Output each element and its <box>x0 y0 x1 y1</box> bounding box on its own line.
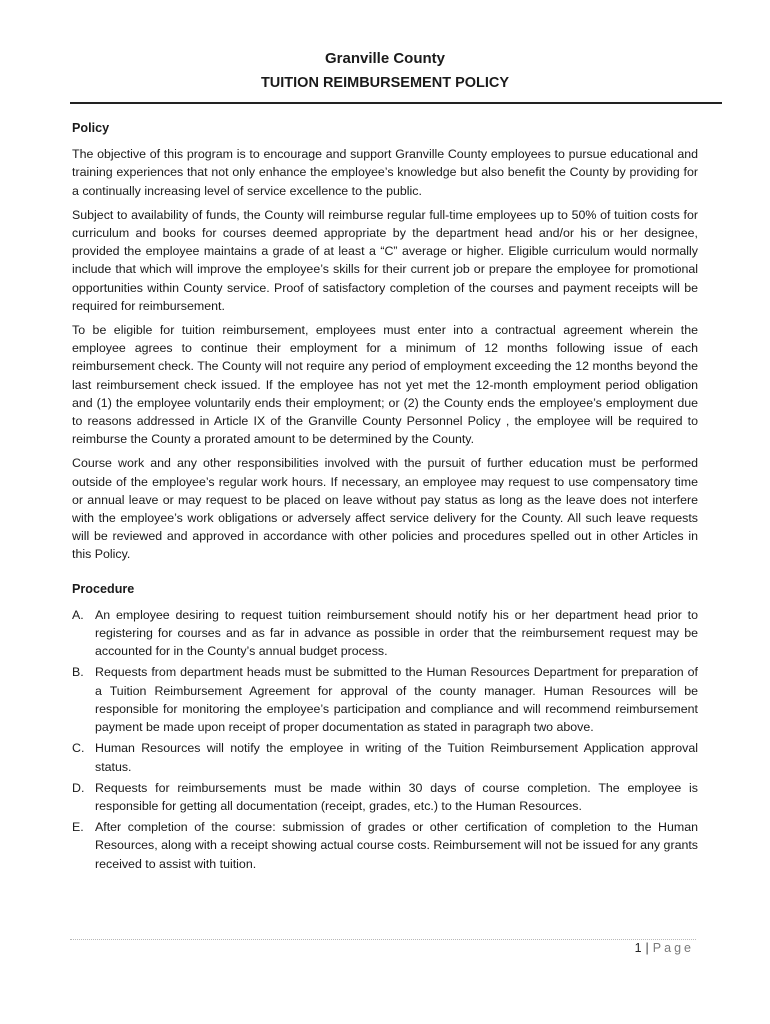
procedure-marker: A. <box>72 607 84 622</box>
footer-divider <box>70 939 696 940</box>
page-number: 1 <box>634 941 642 955</box>
procedure-item <box>72 739 698 775</box>
page-footer <box>635 941 694 955</box>
procedure-item <box>72 818 698 873</box>
procedure-text: Requests from department heads must be submitted to the Human Resources Department for preparation of a Tuition Reimbursement Agreement for approval of the county manager. Human Resources will be responsible for monitoring the employee’s participation and compliance and will recommend reimbursement payment be made upon receipt of proper documentation as stated in paragraph two above. <box>95 665 698 735</box>
procedure-text: Human Resources will notify the employee in writing of the Tuition Reimbursement Application approval status. <box>95 741 698 774</box>
procedure-marker: E. <box>72 820 84 835</box>
document-header <box>0 48 770 94</box>
procedure-heading: Procedure <box>72 581 135 596</box>
policy-heading: Policy <box>72 121 110 135</box>
procedure-item <box>72 779 698 815</box>
policy-paragraph: Subject to availability of funds, the County will reimburse regular full-time employees up to 50% of tuition costs for curriculum and books for courses deemed appropriate by the department head and/or his or her designee, provided the employee maintains a grade of at least a “C” average or higher. Eligible curriculum would normally include that which will improve the employee’s skills for their current job or prepare the employee for promotional opportunities within County service. Proof of satisfactory completion of the courses and payment receipts will be required for reimbursement. <box>72 207 698 313</box>
procedure-item <box>72 606 698 661</box>
header-divider <box>70 102 722 104</box>
procedure-marker: B. <box>72 665 84 680</box>
procedure-marker: D. <box>72 780 85 795</box>
procedure-item <box>72 663 698 736</box>
policy-paragraph: The objective of this program is to encourage and support Granville County employees to pursue educational and training experiences that not only enhance the employee’s knowledge but also benefit the County by providing for a continually increasing level of service excellence to the public. <box>72 147 698 198</box>
county-name: Granville County <box>324 50 446 67</box>
document-body <box>72 119 698 876</box>
procedure-list <box>72 606 698 873</box>
procedure-marker: C. <box>72 741 85 756</box>
page-separator: | <box>645 941 649 955</box>
procedure-text: After completion of the course: submission of grades or other certification of completion to the Human Resources, along with a receipt showing actual course costs. Reimbursement will not be issued for any grants received to assist with tuition. <box>95 820 698 871</box>
page-label: Page <box>652 941 694 955</box>
policy-paragraph: To be eligible for tuition reimbursement, employees must enter into a contractual agreement wherein the employee agrees to continue their employment for a minimum of 12 months following issue of each reimbursement check. The County will not require any period of employment exceeding the 12 months beyond the last reimbursement check issued. If the employee has not yet met the 12-month employment period obligation and (1) the employee voluntarily ends their employment; or (2) the County ends the employee’s employment due to reasons addressed in Article IX of the Granville County Personnel Policy , the employee will be required to reimburse the County a prorated amount to be determined by the County. <box>72 323 698 447</box>
policy-paragraph: Course work and any other responsibilities involved with the pursuit of further education must be performed outside of the employee’s regular work hours. If necessary, an employee may request to use compensatory time or annual leave or may request to be placed on leave without pay status as long as the leave does not interfere with the employee’s work obligations or adversely affect service delivery for the County. All such leave requests will be reviewed and approved in accordance with other policies and procedures spelled out in other Articles in this Policy. <box>72 456 698 562</box>
document-title: TUITION REIMBURSEMENT POLICY <box>260 75 510 91</box>
procedure-text: Requests for reimbursements must be made within 30 days of course completion. The employee is responsible for getting all documentation (receipt, grades, etc.) to the Human Resources. <box>95 780 698 813</box>
procedure-text: An employee desiring to request tuition reimbursement should notify his or her department head prior to registering for courses and as far in advance as possible in order that the reimbursement request may be accounted for in the County’s annual budget process. <box>95 607 698 659</box>
